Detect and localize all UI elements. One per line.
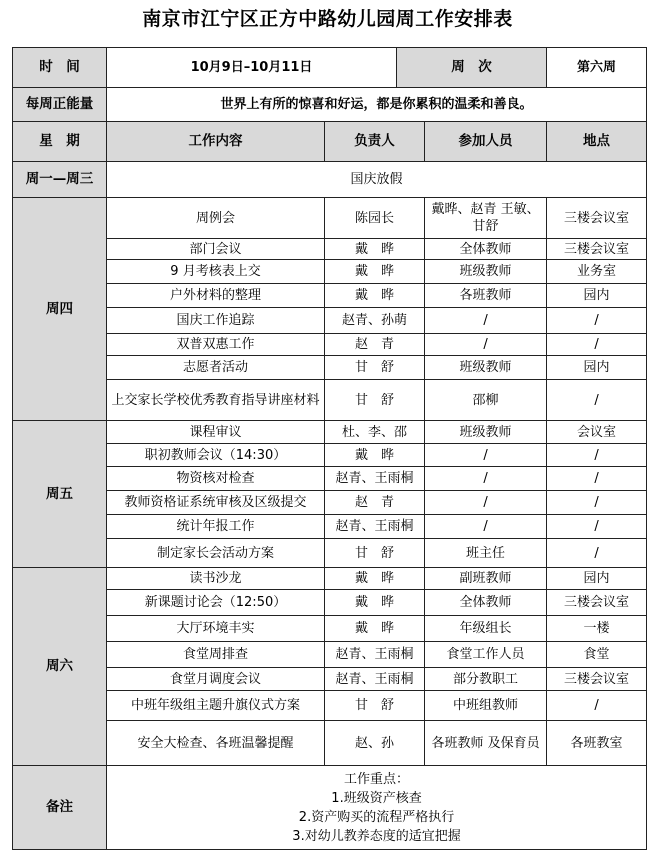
task-participants: 班主任 — [425, 539, 547, 568]
task-participants: 中班组教师 — [425, 691, 547, 721]
task-owner: 戴 晔 — [325, 239, 425, 260]
task-location: / — [547, 515, 647, 539]
task-location: 会议室 — [547, 421, 647, 444]
remarks-item: 1.班级资产核查 — [331, 790, 422, 806]
task-location: / — [547, 380, 647, 421]
task-participants: 食堂工作人员 — [425, 642, 547, 668]
table-row — [13, 380, 647, 421]
table-row — [13, 421, 647, 444]
task-location: 业务室 — [547, 260, 647, 284]
friday-label: 周五 — [13, 421, 107, 568]
task-content: 教师资格证系统审核及区级提交 — [107, 491, 325, 515]
task-location: 食堂 — [547, 642, 647, 668]
remarks-content — [107, 766, 647, 850]
task-owner: 甘 舒 — [325, 539, 425, 568]
remarks-item: 2.资产购买的流程严格执行 — [298, 809, 455, 825]
task-content: 双普双惠工作 — [107, 334, 325, 356]
motto-label: 每周正能量 — [13, 88, 107, 122]
task-content: 制定家长会活动方案 — [107, 539, 325, 568]
table-row — [13, 260, 647, 284]
table-row — [13, 491, 647, 515]
mon-wed-label: 周一—周三 — [13, 162, 107, 198]
task-location: 三楼会议室 — [547, 198, 647, 239]
task-owner: 戴 晔 — [325, 260, 425, 284]
task-content: 职初教师会议（14:30） — [107, 444, 325, 467]
table-row — [13, 721, 647, 766]
task-participants: 班级教师 — [425, 356, 547, 380]
task-content: 食堂周排查 — [107, 642, 325, 668]
thursday-label: 周四 — [13, 198, 107, 421]
holiday-row — [13, 162, 647, 198]
task-location: / — [547, 691, 647, 721]
task-location: 园内 — [547, 356, 647, 380]
task-participants: 部分教职工 — [425, 668, 547, 691]
remarks-item: 3.对幼儿教养态度的适宜把握 — [292, 828, 461, 844]
task-owner: 戴 晔 — [325, 568, 425, 590]
saturday-label: 周六 — [13, 568, 107, 766]
table-row — [13, 590, 647, 616]
task-participants: 班级教师 — [425, 260, 547, 284]
task-participants: 全体教师 — [425, 590, 547, 616]
col-location: 地点 — [547, 122, 647, 162]
week-value: 第六周 — [547, 48, 647, 88]
task-owner: 甘 舒 — [325, 691, 425, 721]
task-participants: 全体教师 — [425, 239, 547, 260]
task-participants: 邵柳 — [425, 380, 547, 421]
table-row — [13, 515, 647, 539]
col-day: 星 期 — [13, 122, 107, 162]
task-location: / — [547, 334, 647, 356]
task-participants: / — [425, 491, 547, 515]
task-location: / — [547, 444, 647, 467]
table-row — [13, 616, 647, 642]
table-row — [13, 568, 647, 590]
table-row — [13, 444, 647, 467]
task-owner: 戴 晔 — [325, 284, 425, 308]
task-content: 大厅环境丰实 — [107, 616, 325, 642]
task-content: 中班年级组主题升旗仪式方案 — [107, 691, 325, 721]
table-row — [13, 539, 647, 568]
task-content: 课程审议 — [107, 421, 325, 444]
task-owner: 赵青、王雨桐 — [325, 642, 425, 668]
task-content: 统计年报工作 — [107, 515, 325, 539]
week-label: 周 次 — [397, 48, 547, 88]
task-participants: / — [425, 334, 547, 356]
task-participants: 各班教师 及保育员 — [425, 721, 547, 766]
task-content: 9 月考核表上交 — [107, 260, 325, 284]
task-content: 户外材料的整理 — [107, 284, 325, 308]
col-content: 工作内容 — [107, 122, 325, 162]
task-content: 部门会议 — [107, 239, 325, 260]
task-content: 志愿者活动 — [107, 356, 325, 380]
task-content: 周例会 — [107, 198, 325, 239]
table-row — [13, 356, 647, 380]
task-owner: 赵青、王雨桐 — [325, 467, 425, 491]
remarks-label: 备注 — [13, 766, 107, 850]
task-owner: 赵青、王雨桐 — [325, 515, 425, 539]
task-location: / — [547, 308, 647, 334]
table-row — [13, 284, 647, 308]
task-participants: / — [425, 444, 547, 467]
task-location: 三楼会议室 — [547, 239, 647, 260]
task-content: 安全大检查、各班温馨提醒 — [107, 721, 325, 766]
task-owner: 戴 晔 — [325, 616, 425, 642]
task-participants: 戴晔、赵青 王敏、甘舒 — [425, 198, 547, 239]
task-location: 园内 — [547, 568, 647, 590]
task-owner: 杜、李、邵 — [325, 421, 425, 444]
task-owner: 赵青、王雨桐 — [325, 668, 425, 691]
table-row — [13, 239, 647, 260]
task-location: 三楼会议室 — [547, 590, 647, 616]
task-participants: / — [425, 515, 547, 539]
task-owner: 赵青、孙萌 — [325, 308, 425, 334]
col-participants: 参加人员 — [425, 122, 547, 162]
task-content: 食堂月调度会议 — [107, 668, 325, 691]
task-location: 各班教室 — [547, 721, 647, 766]
task-owner: 戴 晔 — [325, 444, 425, 467]
task-location: 三楼会议室 — [547, 668, 647, 691]
task-participants: / — [425, 308, 547, 334]
task-location: / — [547, 491, 647, 515]
task-participants: 副班教师 — [425, 568, 547, 590]
task-participants: 年级组长 — [425, 616, 547, 642]
header-row — [13, 48, 647, 88]
table-row — [13, 668, 647, 691]
task-owner: 赵 青 — [325, 491, 425, 515]
task-owner: 赵 青 — [325, 334, 425, 356]
task-owner: 戴 晔 — [325, 590, 425, 616]
task-owner: 甘 舒 — [325, 380, 425, 421]
schedule-table — [12, 47, 647, 850]
task-content: 新课题讨论会（12:50） — [107, 590, 325, 616]
task-participants: 各班教师 — [425, 284, 547, 308]
motto-row — [13, 88, 647, 122]
column-header-row — [13, 122, 647, 162]
task-content: 国庆工作追踪 — [107, 308, 325, 334]
task-participants: / — [425, 467, 547, 491]
remarks-row — [13, 766, 647, 850]
holiday-text: 国庆放假 — [107, 162, 647, 198]
task-owner: 赵、孙 — [325, 721, 425, 766]
page-title: 南京市江宁区正方中路幼儿园周工作安排表 — [142, 8, 513, 30]
task-location: 一楼 — [547, 616, 647, 642]
task-location: / — [547, 539, 647, 568]
task-content: 上交家长学校优秀教育指导讲座材料 — [107, 380, 325, 421]
task-owner: 陈园长 — [325, 198, 425, 239]
task-content: 物资核对检查 — [107, 467, 325, 491]
table-row — [13, 467, 647, 491]
table-row — [13, 198, 647, 239]
table-row — [13, 691, 647, 721]
col-owner: 负责人 — [325, 122, 425, 162]
remarks-heading: 工作重点： — [344, 771, 410, 787]
time-label: 时 间 — [13, 48, 107, 88]
motto-text: 世界上有所的惊喜和好运，都是你累积的温柔和善良。 — [107, 88, 647, 122]
task-location: / — [547, 467, 647, 491]
table-row — [13, 308, 647, 334]
table-row — [13, 334, 647, 356]
task-owner: 甘 舒 — [325, 356, 425, 380]
date-range: 10月9日–10月11日 — [107, 48, 397, 88]
task-location: 园内 — [547, 284, 647, 308]
task-content: 读书沙龙 — [107, 568, 325, 590]
table-row — [13, 642, 647, 668]
task-participants: 班级教师 — [425, 421, 547, 444]
